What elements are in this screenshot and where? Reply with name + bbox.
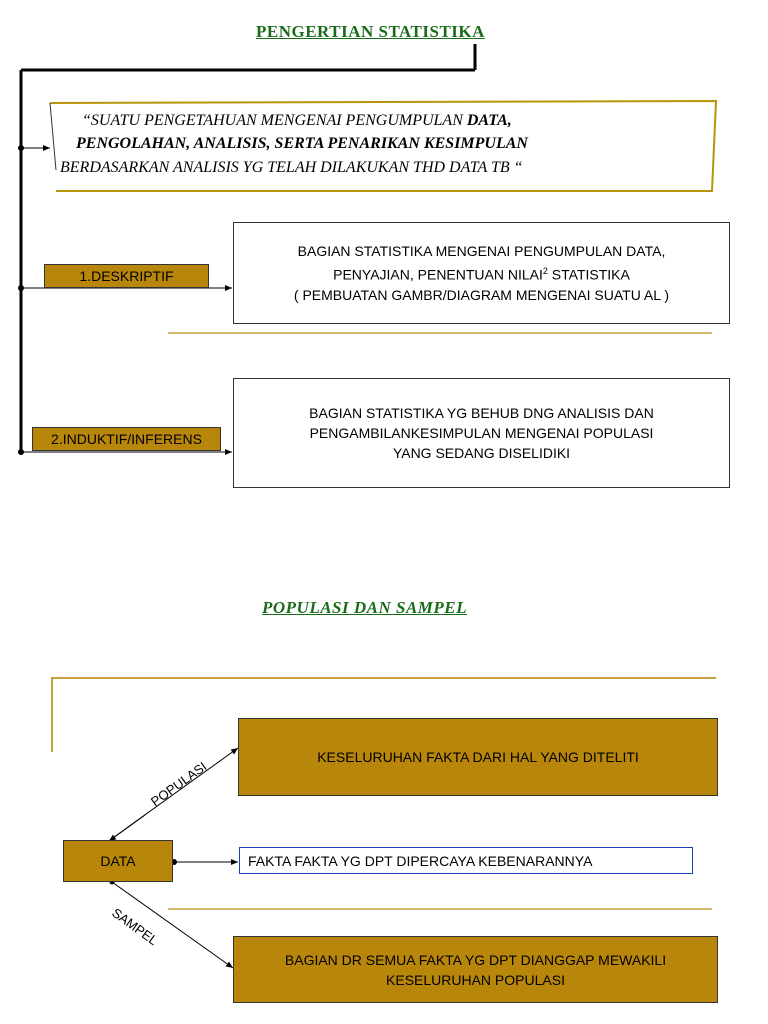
populasi-arrow-back: [109, 815, 145, 841]
data-box-text: DATA: [100, 853, 136, 869]
definition-line3: BERDASARKAN ANALISIS YG TELAH DILAKUKAN THD DATA TB “: [60, 159, 523, 176]
deskriptif-label: [44, 264, 209, 288]
sampel-line2: KESELURUHAN POPULASI: [386, 971, 565, 988]
fakta-box-text: FAKTA FAKTA YG DPT DIPERCAYA KEBENARANNYA: [248, 852, 593, 869]
populasi-box: [238, 718, 718, 796]
sampel-line1: BAGIAN DR SEMUA FAKTA YG DPT DIANGGAP MEWAKILI: [284, 951, 667, 968]
deskriptif-line1: BAGIAN STATISTIKA MENGENAI PENGUMPULAN DATA,: [297, 243, 666, 260]
dot-definition: [18, 145, 24, 151]
deskriptif-line2: PENYAJIAN, PENENTUAN NILAI$^2$ STATISTIKA: [333, 266, 630, 283]
dot-induktif: [18, 449, 24, 455]
dot-deskriptif: [18, 285, 24, 291]
fakta-box: [239, 847, 693, 874]
induktif-box: [233, 378, 730, 488]
deskriptif-line3: ( PEMBUATAN GAMBR/DIAGRAM MENGENAI SUATU AL ): [293, 286, 670, 303]
deskriptif-box: [233, 222, 730, 324]
definition-line1-bold: DATA,: [466, 112, 512, 129]
induktif-line1: BAGIAN STATISTIKA YG BEHUB DNG ANALISIS DAN: [309, 405, 654, 421]
section1-title: PENGERTIAN STATISTIKA: [256, 22, 485, 41]
definition-text: [50, 102, 718, 192]
deskriptif-label-text: 1.DESKRIPTIF: [79, 268, 174, 284]
populasi-label: POPULASI: [148, 758, 210, 810]
induktif-label-text: 2.INDUKTIF/INFERENS: [51, 431, 202, 447]
induktif-label: [32, 427, 221, 451]
sampel-box: [233, 936, 718, 1003]
populasi-box-text: KESELURUHAN FAKTA DARI HAL YANG DITELITI: [317, 749, 639, 765]
definition-line1-text: “SUATU PENGETAHUAN MENGENAI PENGUMPULAN: [82, 112, 467, 129]
section2-title: POPULASI DAN SAMPEL: [262, 598, 468, 617]
induktif-line3: YANG SEDANG DISELIDIKI: [392, 445, 571, 461]
sampel-label: SAMPEL: [109, 905, 161, 949]
induktif-line2: PENGAMBILANKESIMPULAN MENGENAI POPULASI: [309, 425, 654, 441]
data-box: [63, 840, 173, 882]
definition-line2: PENGOLAHAN, ANALISIS, SERTA PENARIKAN KESIMPULAN: [76, 135, 528, 152]
